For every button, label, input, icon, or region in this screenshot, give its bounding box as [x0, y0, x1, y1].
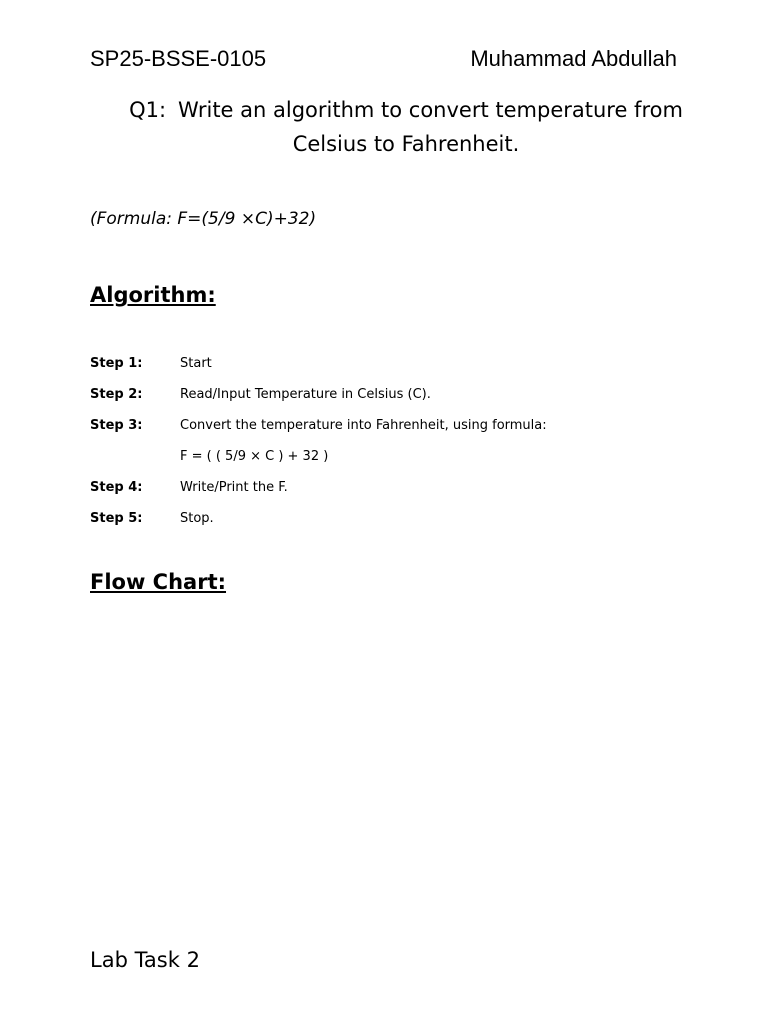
step-label: Step 4:	[90, 480, 143, 495]
step-label: Step 1:	[90, 356, 143, 371]
question	[90, 93, 722, 161]
step-label: Step 2:	[90, 387, 143, 402]
step-text: Stop.	[180, 511, 214, 526]
step-label: Step 5:	[90, 511, 143, 526]
algorithm-steps	[90, 354, 690, 540]
question-text-line-1: Write an algorithm to convert temperature from	[178, 98, 683, 122]
flow-chart-heading: Flow Chart:	[90, 570, 227, 594]
student-name: Muhammad Abdullah	[470, 46, 677, 71]
step-text: Convert the temperature into Fahrenheit, using formula:	[180, 418, 547, 433]
footer-label: Lab Task 2	[90, 948, 200, 972]
question-number: Q1:	[129, 98, 167, 122]
step-row	[90, 354, 690, 385]
student-id: SP25-BSSE-0105	[90, 46, 267, 71]
question-line-1	[90, 93, 722, 127]
step-row	[90, 385, 690, 416]
formula-note: (Formula: F=(5/9 ×C)+32)	[90, 209, 317, 229]
step-text: Start	[180, 356, 212, 371]
step-row	[90, 509, 690, 540]
step-row	[90, 447, 690, 478]
formula-line: F = ( ( 5/9 × C ) + 32 )	[180, 449, 329, 464]
step-text: Write/Print the F.	[180, 480, 288, 495]
question-text-line-2: Celsius to Fahrenheit.	[292, 132, 520, 156]
step-row	[90, 478, 690, 509]
algorithm-heading: Algorithm:	[90, 283, 216, 307]
step-row	[90, 416, 690, 447]
step-label: Step 3:	[90, 418, 143, 433]
step-text: Read/Input Temperature in Celsius (C).	[180, 387, 431, 402]
